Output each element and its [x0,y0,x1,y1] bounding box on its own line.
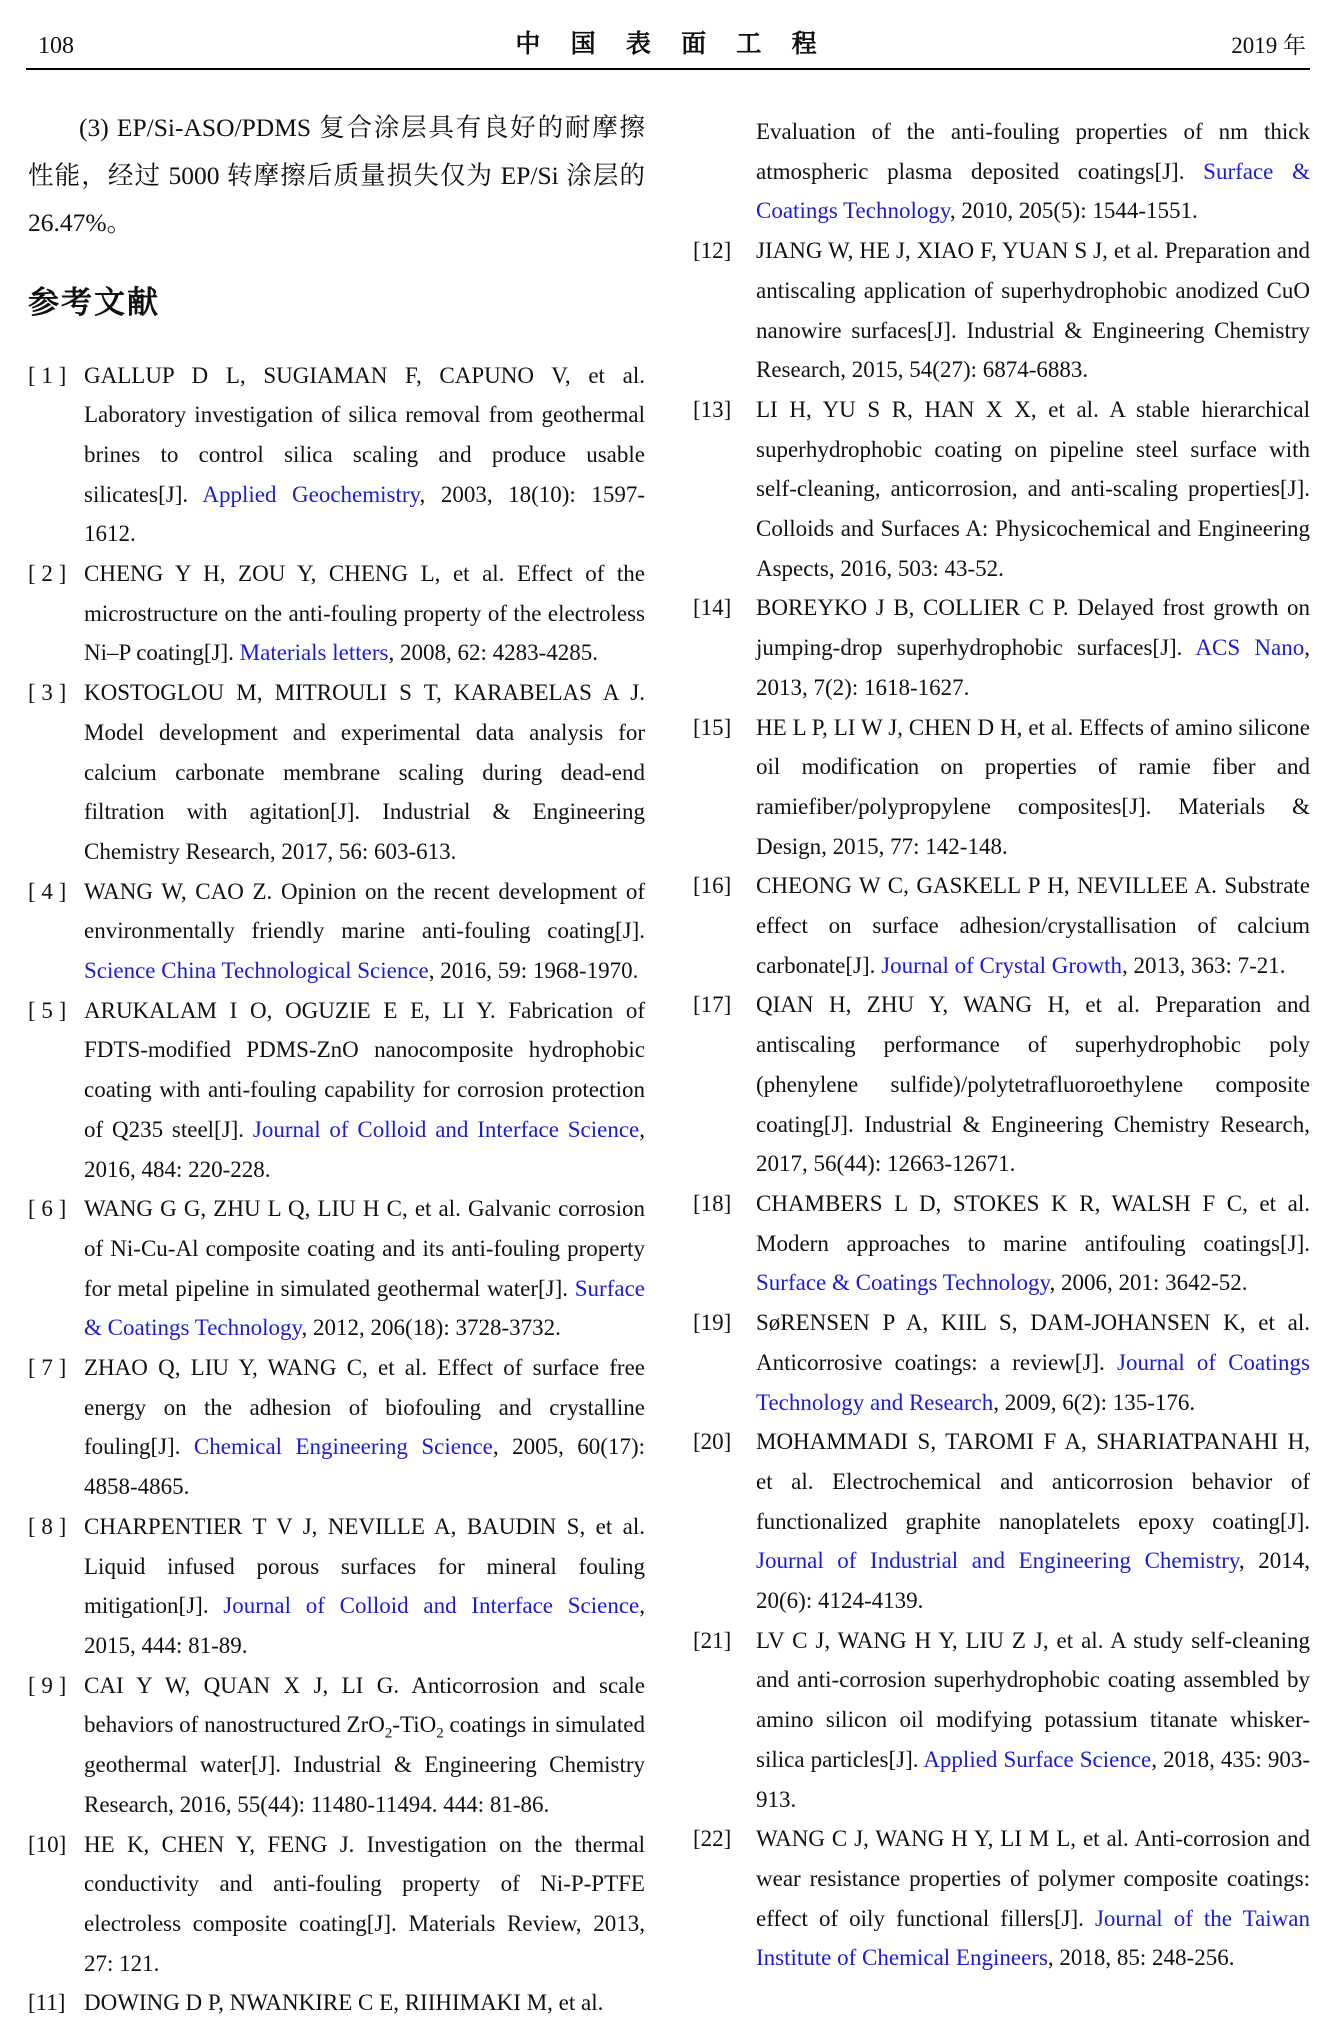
journal-link[interactable]: Journal of Colloid and Interface Science [223,1593,640,1619]
reference-number: [11] [28,1990,66,2016]
reference-text: , 2010, 205(5): 1544-1551. [949,198,1198,224]
reference-text: , 2016, 59: 1968-1970. [428,958,639,984]
reference-number: [10] [28,1831,67,1857]
reference-text: KOSTOGLOU M, MITROULI S T, KARABELAS A J. Model development and experimental data analysis for calcium carbonate membrane scaling during dead-end filtration with agitation[J]. Industrial & Engineering Chemistry Research, 2017, 56: 603-613. [84,680,645,864]
reference-text: , 2016, 484: 220-228. [84,1116,645,1182]
reference-item [28,1507,645,1666]
page-header [0,0,1330,64]
reference-item [28,991,645,1190]
reference-number: [ 5 ] [28,997,67,1023]
reference-item [28,1348,645,1507]
reference-text: , 2008, 62: 4283-4285. [388,640,599,666]
journal-link[interactable]: Journal of Colloid and Interface Science [252,1116,640,1142]
reference-number: [ 3 ] [28,680,67,706]
reference-item [693,588,1310,707]
reference-text: , 2009, 6(2): 135-176. [993,1389,1196,1415]
journal-link[interactable]: Applied Surface Science [923,1746,1152,1772]
reference-text: , 2013, 7(2): 1618-1627. [756,635,1310,700]
journal-link[interactable]: Materials letters [239,640,389,666]
reference-text: LI H, YU S R, HAN X X, et al. A stable hierarchical superhydrophobic coating on pipeline steel surface with self-cleaning, anticorrosion, and anti-scaling properties[J]. Colloids and Surfaces A: Physicochemical and Engineering Aspects, 2016, 503: 43-52. [756,396,1310,581]
references-list-right [693,112,1310,1978]
reference-text: JIANG W, HE J, XIAO F, YUAN S J, et al. Preparation and antiscaling application of superhydrophobic anodized CuO nanowire surfaces[J]. Industrial & Engineering Chemistry Research, 2015, 54(27): 6874-6883. [756,238,1310,383]
reference-text: , 2018, 435: 903-913. [756,1746,1310,1812]
reference-item [693,1184,1310,1303]
journal-link[interactable]: Surface & Coatings Technology [756,1270,1050,1296]
publication-year: 2019 年 [1231,33,1306,58]
reference-text: , 2013, 363: 7-21. [1121,952,1286,978]
reference-item [28,1666,645,1825]
reference-text: QIAN H, ZHU Y, WANG H, et al. Preparation and antiscaling performance of superhydrophobic poly (phenylene sulfide)/polytetrafluoroethylene composite coating[J]. Industrial & Engineering Chemistry Research, 2017, 56(44): 12663-12671. [756,992,1310,1177]
reference-number: [12] [693,238,732,264]
reference-item [693,985,1310,1184]
journal-link[interactable]: Surface & Coatings Technology [84,1275,645,1341]
reference-item [693,1303,1310,1422]
subscript-text: 2 [384,1726,393,1742]
journal-link[interactable]: ACS Nano [1195,635,1305,661]
reference-text: CHENG Y H, ZOU Y, CHENG L, et al. Effect of the microstructure on the anti-fouling property of the electroless Ni–P coating[J]. [84,561,645,666]
reference-text: , 2012, 206(18): 3728-3732. [301,1315,561,1341]
right-column [693,98,1310,2023]
reference-number: [ 4 ] [28,878,67,904]
reference-number: [ 8 ] [28,1513,67,1539]
reference-text: Evaluation of the anti-fouling properties of nm thick atmospheric plasma deposited coatings[J]. [756,119,1310,184]
reference-item [693,1819,1310,1978]
reference-text: GALLUP D L, SUGIAMAN F, CAPUNO V, et al. Laboratory investigation of silica removal from geothermal brines to control silica scaling and produce usable silicates[J]. [84,362,645,507]
reference-text: WANG C J, WANG H Y, LI M L, et al. Anti-corrosion and wear resistance properties of polymer composite coatings: effect of oily functional fillers[J]. [756,1826,1310,1931]
journal-link[interactable]: Journal of Crystal Growth [881,952,1122,978]
reference-number: [17] [693,992,732,1018]
reference-text: , 2003, 18(10): 1597-1612. [84,481,645,547]
reference-number: [15] [693,714,732,740]
two-column-body [0,70,1330,2023]
reference-text: , 2018, 85: 248-256. [1047,1945,1235,1971]
reference-item [28,1189,645,1348]
reference-text: WANG G G, ZHU L Q, LIU H C, et al. Galvanic corrosion of Ni-Cu-Al composite coating and its anti-fouling property for metal pipeline in simulated geothermal water[J]. [84,1196,645,1301]
subscript-text: 2 [436,1726,444,1742]
reference-number: [ 6 ] [28,1196,67,1222]
reference-item [28,872,645,991]
reference-number: [16] [693,873,732,899]
reference-text: , 2014, 20(6): 4124-4139. [756,1548,1311,1614]
reference-number: [ 2 ] [28,561,67,587]
reference-number: [13] [693,396,732,422]
reference-number: [14] [693,595,732,621]
reference-text: MOHAMMADI S, TAROMI F A, SHARIATPANAHI H, et al. Electrochemical and anticorrosion behavior of functionalized graphite nanoplatelets epoxy coating[J]. [756,1429,1310,1534]
reference-text: HE K, CHEN Y, FENG J. Investigation on the thermal conductivity and anti-fouling property of Ni-P-PTFE electroless composite coating[J]. Materials Review, 2013, 27: 121. [84,1831,645,1976]
journal-link[interactable]: Chemical Engineering Science [193,1434,493,1460]
journal-link[interactable]: Applied Geochemistry [202,481,420,507]
reference-item [693,866,1310,985]
reference-item [693,112,1310,231]
reference-item [28,554,645,673]
reference-item [28,673,645,872]
reference-item [693,708,1310,867]
reference-item [693,1621,1310,1820]
page-number: 108 [38,33,74,59]
journal-link[interactable]: Journal of Industrial and Engineering Chemistry [756,1548,1239,1574]
reference-number: [19] [693,1310,732,1336]
reference-number: [22] [693,1826,732,1852]
reference-text: CAI Y W, QUAN X J, LI G. Anticorrosion and scale behaviors of nanostructured ZrO [84,1672,645,1738]
reference-text: DOWING D P, NWANKIRE C E, RIIHIMAKI M, et al. [84,1990,604,2016]
journal-link[interactable]: Science China Technological Science [84,958,429,984]
reference-item [28,356,645,555]
reference-number: [18] [693,1190,732,1216]
reference-number: [ 1 ] [28,362,67,388]
reference-text: CHARPENTIER T V J, NEVILLE A, BAUDIN S, et al. Liquid infused porous surfaces for mineral fouling mitigation[J]. [84,1513,645,1619]
reference-text: , 2015, 444: 81-89. [84,1593,645,1658]
conclusion-paragraph: (3) EP/Si-ASO/PDMS 复合涂层具有良好的耐摩擦性能，经过 5000 转摩擦后质量损失仅为 EP/Si 涂层的 26.47%。 [28,113,645,237]
reference-text: CHEONG W C, GASKELL P H, NEVILLEE A. Substrate effect on surface adhesion/crystallisation of calcium carbonate[J]. [756,873,1310,978]
left-column [28,98,645,2023]
journal-link[interactable]: Journal of Coatings Technology and Research [756,1349,1310,1415]
reference-item [28,1983,645,2023]
reference-text: HE L P, LI W J, CHEN D H, et al. Effects of amino silicone oil modification on properties of ramie fiber and ramiefiber/polypropylene composites[J]. Materials & Design, 2015, 77: 142-148. [756,714,1310,859]
reference-text: LV C J, WANG H Y, LIU Z J, et al. A study self-cleaning and anti-corrosion superhydrophobic coating assembled by amino silicon oil modifying potassium titanate whisker-silica particles[J]. [756,1627,1310,1772]
journal-title: 中 国 表 面 工 程 [515,31,829,58]
reference-text: , 2005, 60(17): 4858-4865. [84,1434,645,1500]
reference-text: -TiO [392,1712,437,1738]
reference-number: [20] [693,1429,732,1455]
reference-text: CHAMBERS L D, STOKES K R, WALSH F C, et al. Modern approaches to marine antifouling coatings[J]. [756,1190,1310,1256]
reference-item [693,231,1310,390]
references-heading: 参考文献 [28,284,160,320]
journal-link[interactable]: Journal of the Taiwan Institute of Chemical Engineers [756,1905,1310,1971]
reference-number: [ 7 ] [28,1355,67,1381]
reference-text: BOREYKO J B, COLLIER C P. Delayed frost growth on jumping-drop superhydrophobic surfaces[J]. [756,595,1310,661]
reference-item [693,1422,1310,1621]
reference-text: SøRENSEN P A, KIIL S, DAM-JOHANSEN K, et al. Anticorrosive coatings: a review[J]. [756,1310,1310,1375]
reference-number: [ 9 ] [28,1672,67,1698]
reference-text: ARUKALAM I O, OGUZIE E E, LI Y. Fabrication of FDTS-modified PDMS-ZnO nanocomposite hydrophobic coating with anti-fouling capability for corrosion protection of Q235 steel[J]. [84,997,645,1142]
references-list-left [28,356,645,2023]
reference-text: , 2006, 201: 3642-52. [1049,1270,1248,1296]
reference-text: WANG W, CAO Z. Opinion on the recent development of environmentally friendly marine anti-fouling coating[J]. [84,878,645,944]
reference-item [28,1825,645,1984]
journal-link[interactable]: Surface & Coatings Technology [756,158,1310,224]
reference-text: coatings in simulated geothermal water[J]. Industrial & Engineering Chemistry Research, 2016, 55(44): 11480-11494. 444: 81-86. [84,1712,645,1817]
reference-text: ZHAO Q, LIU Y, WANG C, et al. Effect of surface free energy on the adhesion of biofouling and crystalline fouling[J]. [84,1355,645,1460]
reference-item [693,390,1310,589]
reference-number: [21] [693,1627,732,1653]
